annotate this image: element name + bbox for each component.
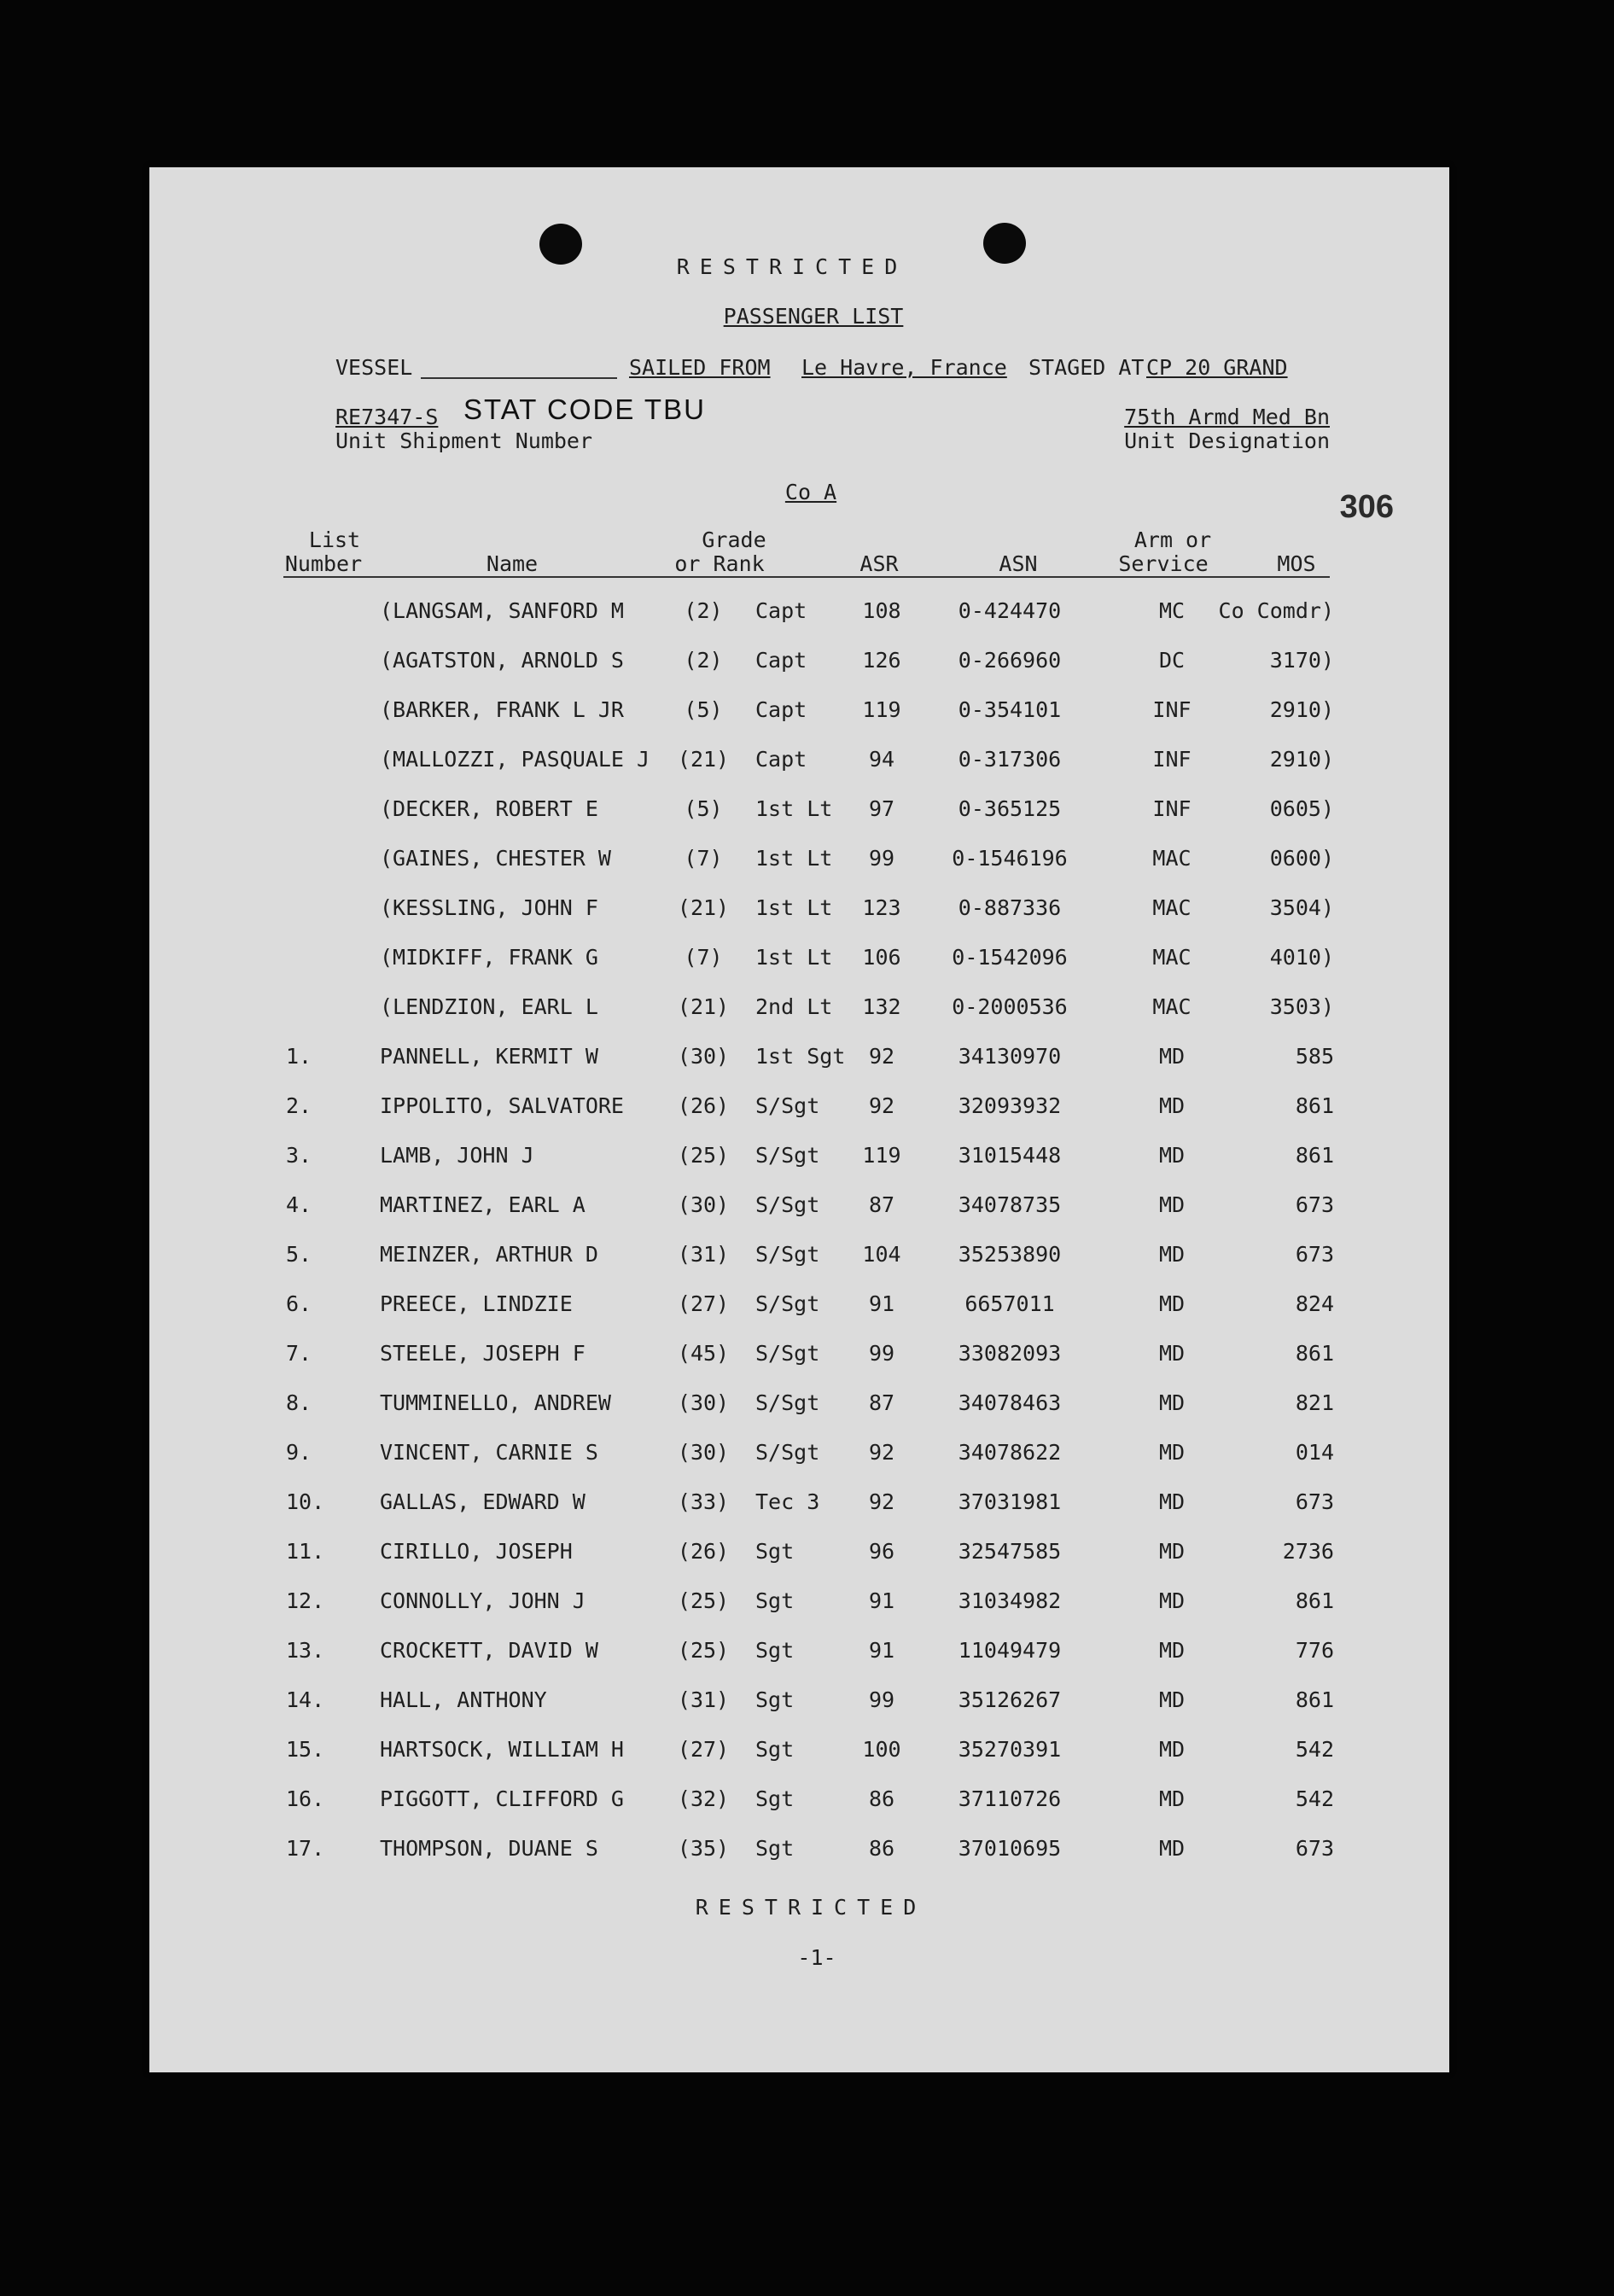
grade-code: (30) (677, 1390, 730, 1415)
company-label: Co A (784, 480, 837, 504)
col-asn: ASN (999, 551, 1038, 576)
doc-title: PASSENGER LIST (723, 304, 904, 329)
col-asr: ASR (859, 551, 899, 576)
asr-value: 91 (868, 1638, 895, 1663)
asr-value: 91 (868, 1291, 895, 1316)
asn-value: 0-1542096 (952, 945, 1068, 970)
rank: S/Sgt (755, 1341, 820, 1366)
asr-value: 94 (868, 747, 895, 772)
arm-service: MD (1158, 1390, 1186, 1415)
punch-hole-left (539, 224, 582, 265)
rank: Sgt (755, 1836, 795, 1861)
asn-value: 0-1546196 (952, 846, 1068, 871)
list-number: 14. (286, 1687, 325, 1712)
list-number: 8. (286, 1390, 312, 1415)
grade-code: (5) (684, 697, 723, 722)
list-number: 13. (286, 1638, 325, 1663)
col-arm-line1: Arm or (1133, 527, 1212, 552)
table-row (149, 697, 1449, 731)
table-row (149, 846, 1449, 880)
table-row (149, 1836, 1449, 1870)
list-number: 15. (286, 1737, 325, 1762)
table-row (149, 1489, 1449, 1524)
restricted-bottom: RESTRICTED (695, 1895, 927, 1920)
grade-code: (31) (677, 1242, 730, 1267)
grade-code: (25) (677, 1638, 730, 1663)
unit-shipment-number: RE7347-S (335, 405, 439, 429)
asr-value: 92 (868, 1489, 895, 1514)
asr-value: 86 (868, 1836, 895, 1861)
arm-service: MD (1158, 1588, 1186, 1613)
passenger-name: LAMB, JOHN J (380, 1143, 534, 1168)
table-row (149, 1737, 1449, 1771)
asr-value: 87 (868, 1390, 895, 1415)
page-stamp-number: 306 (1339, 489, 1394, 525)
asn-value: 31034982 (958, 1588, 1062, 1613)
grade-code: (30) (677, 1440, 730, 1465)
passenger-name: (LANGSAM, SANFORD M (380, 598, 624, 623)
grade-code: (25) (677, 1588, 730, 1613)
list-number: 17. (286, 1836, 325, 1861)
asr-value: 108 (862, 598, 901, 623)
mos-value: 2910) (1269, 747, 1334, 772)
arm-service: MD (1158, 1440, 1186, 1465)
asr-value: 92 (868, 1440, 895, 1465)
grade-code: (25) (677, 1143, 730, 1168)
list-number: 7. (286, 1341, 312, 1366)
passenger-name: PREECE, LINDZIE (380, 1291, 573, 1316)
arm-service: DC (1158, 648, 1186, 673)
list-number: 3. (286, 1143, 312, 1168)
rank: Capt (755, 648, 807, 673)
list-number: 6. (286, 1291, 312, 1316)
asn-value: 35270391 (958, 1737, 1062, 1762)
list-number: 9. (286, 1440, 312, 1465)
document-page (149, 167, 1449, 2072)
asr-value: 92 (868, 1044, 895, 1069)
table-row (149, 598, 1449, 632)
table-row (149, 994, 1449, 1029)
passenger-name: (AGATSTON, ARNOLD S (380, 648, 624, 673)
arm-service: MD (1158, 1687, 1186, 1712)
col-grade-line1: Grade (702, 527, 766, 552)
grade-code: (26) (677, 1539, 730, 1564)
passenger-name: STEELE, JOSEPH F (380, 1341, 586, 1366)
rank: S/Sgt (755, 1192, 820, 1217)
col-mos: MOS (1277, 551, 1316, 576)
asn-value: 33082093 (958, 1341, 1062, 1366)
asn-value: 32093932 (958, 1093, 1062, 1118)
passenger-name: (DECKER, ROBERT E (380, 796, 598, 821)
asn-value: 6657011 (964, 1291, 1055, 1316)
asr-value: 99 (868, 1687, 895, 1712)
grade-code: (26) (677, 1093, 730, 1118)
list-number: 5. (286, 1242, 312, 1267)
asr-value: 99 (868, 1341, 895, 1366)
table-row (149, 1638, 1449, 1672)
passenger-name: (LENDZION, EARL L (380, 994, 598, 1019)
list-number: 11. (286, 1539, 325, 1564)
asr-value: 100 (862, 1737, 901, 1762)
passenger-name: (BARKER, FRANK L JR (380, 697, 624, 722)
arm-service: MD (1158, 1143, 1186, 1168)
asn-value: 0-365125 (958, 796, 1062, 821)
passenger-name: CROCKETT, DAVID W (380, 1638, 598, 1663)
table-row (149, 1687, 1449, 1722)
table-row (149, 747, 1449, 781)
mos-value: 2910) (1269, 697, 1334, 722)
arm-service: INF (1152, 747, 1192, 772)
list-number: 4. (286, 1192, 312, 1217)
asn-value: 0-2000536 (952, 994, 1068, 1019)
mos-value: 542 (1295, 1786, 1334, 1811)
table-row (149, 1044, 1449, 1078)
rank: Capt (755, 697, 807, 722)
grade-code: (5) (684, 796, 723, 821)
unit-shipment-label: Unit Shipment Number (335, 428, 593, 453)
grade-code: (7) (684, 945, 723, 970)
passenger-name: IPPOLITO, SALVATORE (380, 1093, 624, 1118)
mos-value: 2736 (1282, 1539, 1334, 1564)
staged-at-value: CP 20 GRAND (1146, 355, 1288, 380)
rank: 2nd Lt (755, 994, 833, 1019)
table-row (149, 945, 1449, 979)
table-row (149, 1143, 1449, 1177)
rank: S/Sgt (755, 1390, 820, 1415)
list-number: 2. (286, 1093, 312, 1118)
arm-service: MD (1158, 1192, 1186, 1217)
mos-value: 861 (1295, 1143, 1334, 1168)
table-row (149, 1242, 1449, 1276)
mos-value: 861 (1295, 1093, 1334, 1118)
arm-service: INF (1152, 796, 1192, 821)
asn-value: 0-887336 (958, 895, 1062, 920)
passenger-name: (MALLOZZI, PASQUALE J (380, 747, 650, 772)
asn-value: 37010695 (958, 1836, 1062, 1861)
passenger-name: (GAINES, CHESTER W (380, 846, 611, 871)
asr-value: 119 (862, 697, 901, 722)
passenger-name: TUMMINELLO, ANDREW (380, 1390, 611, 1415)
arm-service: MAC (1152, 994, 1192, 1019)
asr-value: 86 (868, 1786, 895, 1811)
grade-code: (30) (677, 1044, 730, 1069)
passenger-name: THOMPSON, DUANE S (380, 1836, 598, 1861)
unit-designation: 75th Armd Med Bn (1124, 405, 1330, 429)
grade-code: (35) (677, 1836, 730, 1861)
list-number: 10. (286, 1489, 325, 1514)
grade-code: (32) (677, 1786, 730, 1811)
mos-value: 861 (1295, 1588, 1334, 1613)
passenger-name: (MIDKIFF, FRANK G (380, 945, 598, 970)
sailed-from-label: SAILED FROM (629, 355, 771, 380)
rank: Capt (755, 747, 807, 772)
grade-code: (2) (684, 648, 723, 673)
grade-code: (45) (677, 1341, 730, 1366)
table-row (149, 1341, 1449, 1375)
grade-code: (30) (677, 1192, 730, 1217)
passenger-name: HALL, ANTHONY (380, 1687, 547, 1712)
rank: 1st Lt (755, 895, 833, 920)
passenger-name: (KESSLING, JOHN F (380, 895, 598, 920)
mos-value: 673 (1295, 1836, 1334, 1861)
asn-value: 0-317306 (958, 747, 1062, 772)
asr-value: 87 (868, 1192, 895, 1217)
asn-value: 34078735 (958, 1192, 1062, 1217)
mos-value: 0600) (1269, 846, 1334, 871)
staged-at-label: STAGED AT (1028, 355, 1145, 380)
arm-service: MD (1158, 1489, 1186, 1514)
table-row (149, 1588, 1449, 1623)
rank: Tec 3 (755, 1489, 820, 1514)
asr-value: 132 (862, 994, 901, 1019)
asn-value: 0-354101 (958, 697, 1062, 722)
rank: S/Sgt (755, 1242, 820, 1267)
rank: 1st Lt (755, 945, 833, 970)
mos-value: 585 (1295, 1044, 1334, 1069)
rank: S/Sgt (755, 1143, 820, 1168)
mos-value: 861 (1295, 1341, 1334, 1366)
asr-value: 126 (862, 648, 901, 673)
table-row (149, 1291, 1449, 1326)
arm-service: MD (1158, 1836, 1186, 1861)
grade-code: (27) (677, 1291, 730, 1316)
header-underline (283, 576, 1330, 578)
rank: Sgt (755, 1638, 795, 1663)
asr-value: 119 (862, 1143, 901, 1168)
mos-value: 542 (1295, 1737, 1334, 1762)
passenger-name: MEINZER, ARTHUR D (380, 1242, 598, 1267)
col-arm-line2: Service (1118, 551, 1209, 576)
mos-value: 673 (1295, 1192, 1334, 1217)
vessel-blank (421, 377, 617, 379)
asn-value: 34130970 (958, 1044, 1062, 1069)
asn-value: 34078463 (958, 1390, 1062, 1415)
asr-value: 123 (862, 895, 901, 920)
asn-value: 35126267 (958, 1687, 1062, 1712)
passenger-name: MARTINEZ, EARL A (380, 1192, 586, 1217)
table-row (149, 648, 1449, 682)
restricted-top: RESTRICTED (676, 254, 908, 279)
arm-service: MD (1158, 1638, 1186, 1663)
grade-code: (7) (684, 846, 723, 871)
passenger-name: PANNELL, KERMIT W (380, 1044, 598, 1069)
asn-value: 32547585 (958, 1539, 1062, 1564)
mos-value: 3503) (1269, 994, 1334, 1019)
grade-code: (21) (677, 895, 730, 920)
arm-service: MD (1158, 1291, 1186, 1316)
arm-service: MD (1158, 1786, 1186, 1811)
mos-value: Co Comdr) (1218, 598, 1334, 623)
rank: Sgt (755, 1786, 795, 1811)
rank: Sgt (755, 1539, 795, 1564)
passenger-name: PIGGOTT, CLIFFORD G (380, 1786, 624, 1811)
col-list-number-line1: List (308, 527, 361, 552)
mos-value: 3170) (1269, 648, 1334, 673)
asn-value: 0-424470 (958, 598, 1062, 623)
rank: Sgt (755, 1737, 795, 1762)
asn-value: 37031981 (958, 1489, 1062, 1514)
asn-value: 34078622 (958, 1440, 1062, 1465)
passenger-name: CIRILLO, JOSEPH (380, 1539, 573, 1564)
unit-designation-label: Unit Designation (1124, 428, 1330, 453)
grade-code: (2) (684, 598, 723, 623)
asn-value: 11049479 (958, 1638, 1062, 1663)
passenger-name: HARTSOCK, WILLIAM H (380, 1737, 624, 1762)
arm-service: MAC (1152, 846, 1192, 871)
arm-service: INF (1152, 697, 1192, 722)
asr-value: 96 (868, 1539, 895, 1564)
asr-value: 99 (868, 846, 895, 871)
arm-service: MD (1158, 1737, 1186, 1762)
mos-value: 821 (1295, 1390, 1334, 1415)
grade-code: (31) (677, 1687, 730, 1712)
rank: S/Sgt (755, 1440, 820, 1465)
col-grade-line2: or Rank (674, 551, 765, 576)
rank: S/Sgt (755, 1291, 820, 1316)
passenger-name: GALLAS, EDWARD W (380, 1489, 586, 1514)
grade-code: (33) (677, 1489, 730, 1514)
rank: 1st Sgt (755, 1044, 846, 1069)
arm-service: MD (1158, 1093, 1186, 1118)
arm-service: MD (1158, 1044, 1186, 1069)
list-number: 16. (286, 1786, 325, 1811)
passenger-name: CONNOLLY, JOHN J (380, 1588, 586, 1613)
asn-value: 0-266960 (958, 648, 1062, 673)
table-row (149, 796, 1449, 830)
mos-value: 776 (1295, 1638, 1334, 1663)
arm-service: MAC (1152, 945, 1192, 970)
table-row (149, 1786, 1449, 1821)
mos-value: 0605) (1269, 796, 1334, 821)
mos-value: 3504) (1269, 895, 1334, 920)
asr-value: 97 (868, 796, 895, 821)
table-row (149, 1440, 1449, 1474)
mos-value: 673 (1295, 1242, 1334, 1267)
punch-hole-right (983, 223, 1026, 264)
table-row (149, 1192, 1449, 1227)
grade-code: (21) (677, 994, 730, 1019)
asr-value: 106 (862, 945, 901, 970)
table-row (149, 1093, 1449, 1128)
table-row (149, 1539, 1449, 1573)
asr-value: 104 (862, 1242, 901, 1267)
mos-value: 824 (1295, 1291, 1334, 1316)
table-row (149, 895, 1449, 929)
arm-service: MC (1158, 598, 1186, 623)
asn-value: 37110726 (958, 1786, 1062, 1811)
arm-service: MAC (1152, 895, 1192, 920)
list-number: 12. (286, 1588, 325, 1613)
rank: Sgt (755, 1687, 795, 1712)
rank: 1st Lt (755, 796, 833, 821)
arm-service: MD (1158, 1341, 1186, 1366)
rank: S/Sgt (755, 1093, 820, 1118)
col-name: Name (486, 551, 539, 576)
arm-service: MD (1158, 1539, 1186, 1564)
col-list-number-line2: Number (284, 551, 363, 576)
rank: Sgt (755, 1588, 795, 1613)
mos-value: 014 (1295, 1440, 1334, 1465)
passenger-name: VINCENT, CARNIE S (380, 1440, 598, 1465)
asn-value: 31015448 (958, 1143, 1062, 1168)
page-footer-number: -1- (797, 1945, 836, 1970)
list-number: 1. (286, 1044, 312, 1069)
stat-code: STAT CODE TBU (463, 393, 706, 425)
sailed-from-value: Le Havre, France (801, 355, 1007, 380)
asr-value: 91 (868, 1588, 895, 1613)
table-row (149, 1390, 1449, 1425)
vessel-label: VESSEL (335, 355, 413, 380)
arm-service: MD (1158, 1242, 1186, 1267)
rank: Capt (755, 598, 807, 623)
mos-value: 673 (1295, 1489, 1334, 1514)
asr-value: 92 (868, 1093, 895, 1118)
grade-code: (27) (677, 1737, 730, 1762)
grade-code: (21) (677, 747, 730, 772)
mos-value: 4010) (1269, 945, 1334, 970)
asn-value: 35253890 (958, 1242, 1062, 1267)
rank: 1st Lt (755, 846, 833, 871)
mos-value: 861 (1295, 1687, 1334, 1712)
